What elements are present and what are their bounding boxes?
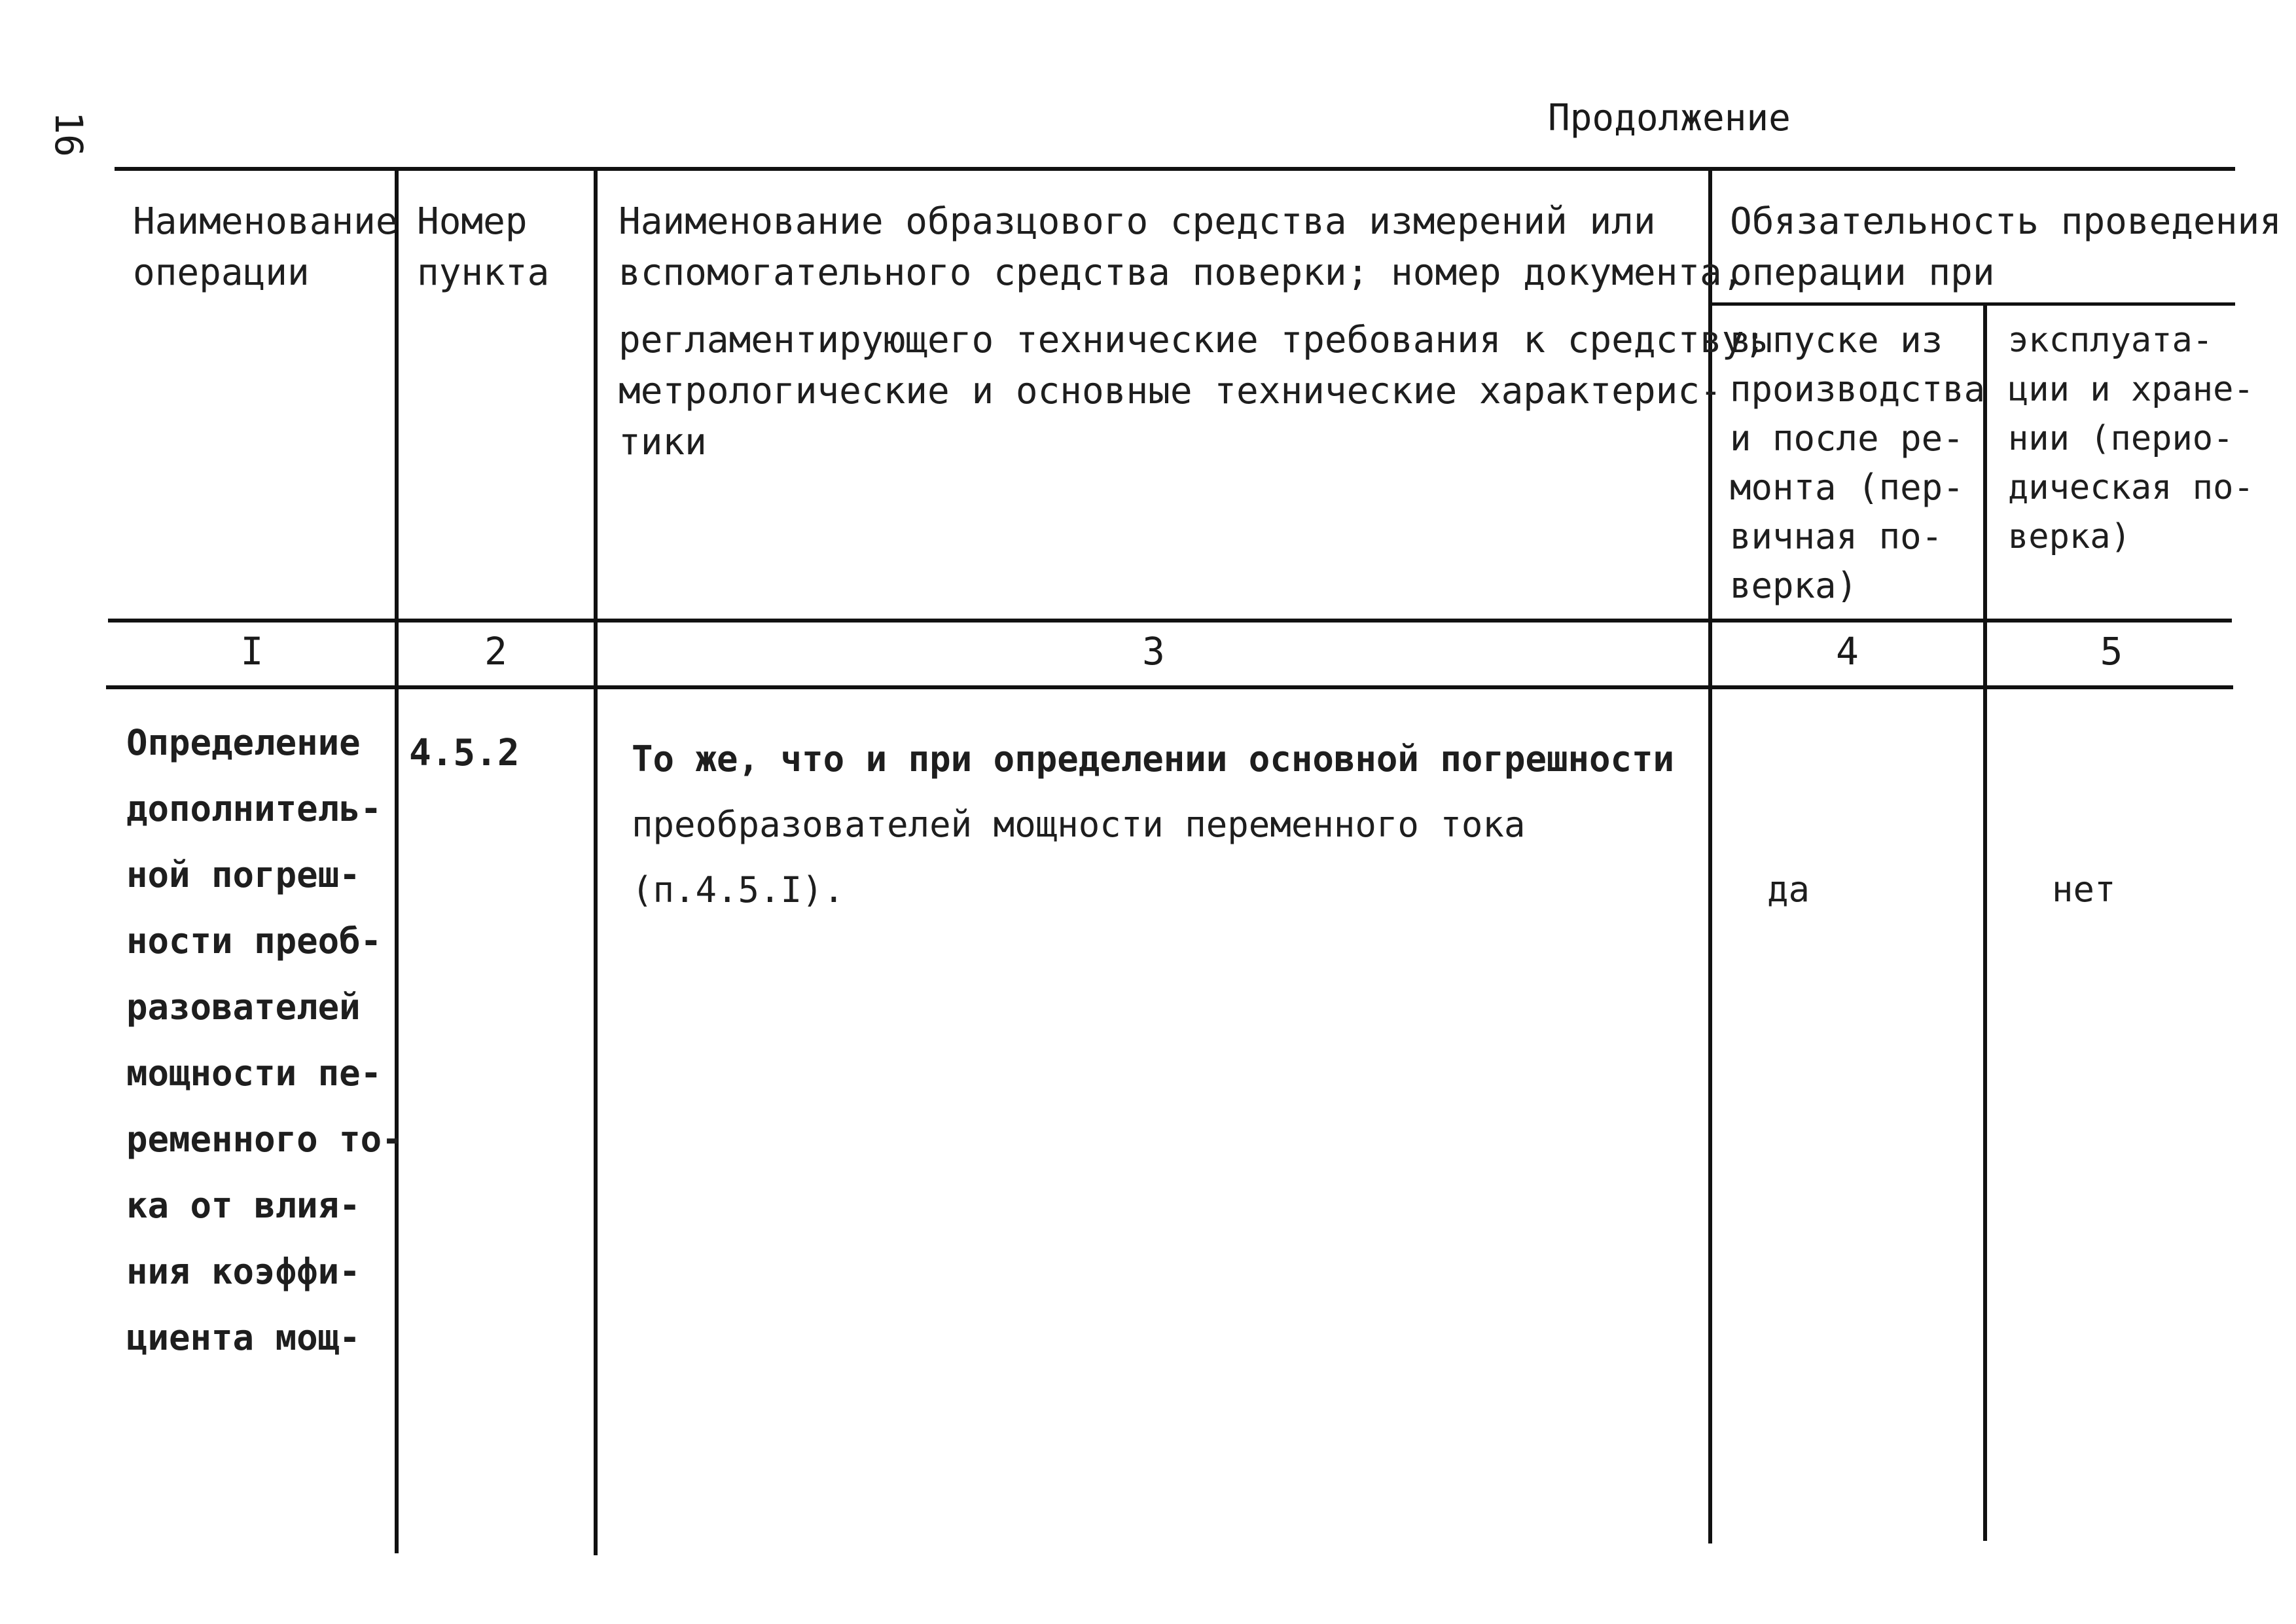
primary-check-value: да [1767, 869, 1810, 910]
col-number-4: 4 [1836, 629, 1859, 674]
col-number-2: 2 [484, 629, 507, 674]
clause-number: 4.5.2 [409, 732, 520, 774]
col-number-3: 3 [1142, 629, 1165, 674]
numbers-bottom-rule [106, 685, 2233, 689]
col-number-5: 5 [2100, 629, 2123, 674]
header-bottom-rule [108, 619, 2232, 623]
continuation-label: Продолжение [1548, 97, 1791, 139]
page-number: 16 [46, 111, 91, 157]
table-top-rule [115, 167, 2235, 171]
col-divider-4 [1983, 304, 1987, 1541]
periodic-check-value: нет [2052, 869, 2116, 910]
col-divider-2 [594, 169, 598, 1555]
subgroup-rule [1710, 302, 2235, 306]
col-number-1: I [240, 629, 264, 674]
col-divider-1 [395, 169, 399, 1553]
